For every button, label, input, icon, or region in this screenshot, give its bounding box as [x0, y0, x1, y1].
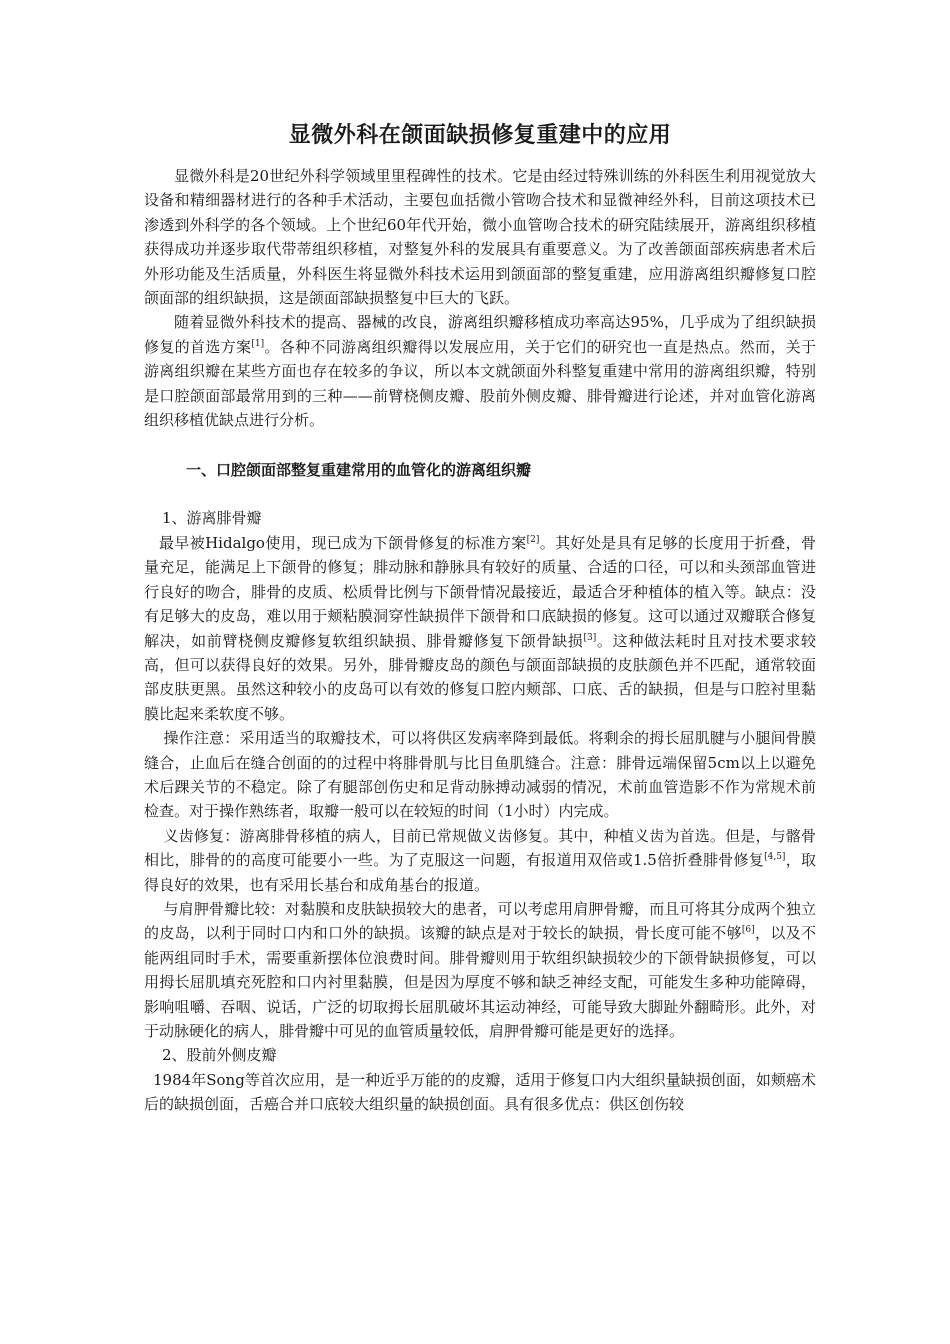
intro-paragraph-2 [144, 310, 816, 432]
fibula-paragraph-denture [144, 824, 816, 897]
section-heading-1: 一、口腔颌面部整复重建常用的血管化的游离组织瓣 [186, 461, 532, 480]
citation-ref-3: [3] [583, 632, 597, 643]
document-title: 显微外科在颌面缺损修复重建中的应用 [288, 122, 672, 148]
intro-paragraph-2-text-b: 。各种不同游离组织瓣得以发展应用，关于它们的研究也一直是热点。然而，关于游离组织瓣在某些方面也存在较多的争议，所以本文就颌面外科整复重建中常用的游离组织瓣，特别是口腔颌面部最常用到的三种——前臂桡侧皮瓣、股前外侧皮瓣、腓骨瓣进行论述，并对血管化游离组织移植优缺点进行分析。 [144, 337, 816, 430]
citation-ref-4-5: [4,5] [764, 852, 786, 863]
fibula-paragraph-1 [144, 531, 816, 726]
subsection-heading-fibula: 1、游离腓骨瓣 [162, 509, 262, 528]
subsection-heading-alt-flap: 2、股前外侧皮瓣 [162, 1046, 277, 1065]
fibula-paragraph-1-text-b: 。其好处是具有足够的长度用于折叠，骨量充足，能满足上下颌骨的修复；腓动脉和静脉具有较好的质量、合适的口径，可以和头颈部血管进行良好的吻合，腓骨的皮质、松质骨比例与下颌骨情况最接近，最适合牙种植体的植入等。缺点：没有足够大的皮岛，难以用于颊粘膜洞穿性缺损伴下颌骨和口底缺损的修复。这可以通过双瓣联合修复解决，如前臂桡侧皮瓣修复软组织缺损、腓骨瓣修复下颌骨缺损 [144, 533, 816, 650]
fibula-paragraph-denture-text-b: ，取得良好的效果，也有采用长基台和成角基台的报道。 [144, 851, 816, 894]
fibula-paragraph-scapula-text-b: ，以及不能两组同时手术，需要重新摆体位浪费时间。腓骨瓣则用于软组织缺损较少的下颌骨缺损修复，可以用拇长屈肌填充死腔和口内衬里黏膜，但是因为厚度不够和缺乏神经支配，可能发生多种功能障碍，影响咀嚼、吞咽、说话，广泛的切取拇长屈肌破坏其运动神经，可能导致大脚趾外翻畸形。此外，对于动脉硬化的病人，腓骨瓣中可见的血管质量较低，肩胛骨瓣可能是更好的选择。 [144, 924, 816, 1040]
fibula-paragraph-scapula-text-a: 与肩胛骨瓣比较：对黏膜和皮肤缺损较大的患者，可以考虑用肩胛骨瓣，而且可将其分成两个独立的皮岛，以利于同时口内和口外的缺损。该瓣的缺点是对于较长的缺损，骨长度可能不够 [144, 899, 816, 943]
fibula-paragraph-1-text-c: 。这种做法耗时且对技术要求较高，但可以获得良好的效果。另外，腓骨瓣皮岛的颜色与颌面部缺损的皮肤颜色并不匹配，通常较面部皮肤更黑。虽然这种较小的皮岛可以有效的修复口腔内颊部、口底、舌的缺损，但是与口腔衬里黏膜比起来柔软度不够。 [144, 631, 816, 723]
alt-flap-paragraph-1: 1984年Song等首次应用，是一种近乎万能的的皮瓣，适用于修复口内大组织量缺损创面，如颊癌术后的缺损创面，舌癌合并口底较大组织量的缺损创面。具有很多优点：供区创伤较 [144, 1070, 816, 1114]
fibula-paragraph-1-text-a: 最早被Hidalgo使用，现已成为下颌骨修复的标准方案 [159, 533, 527, 552]
citation-ref-1: [1] [251, 338, 265, 349]
fibula-paragraph-scapula-comparison [144, 897, 816, 1043]
intro-paragraph-2-text-a: 随着显微外科技术的提高、器械的改良，游离组织瓣移植成功率高达95%，几乎成为了组织缺损修复的首选方案 [144, 313, 816, 356]
fibula-paragraph-denture-text-a: 义齿修复：游离腓骨移植的病人，目前已常规做义齿修复。其中，种植义齿为首选。但是，与髂骨相比，腓骨的的高度可能要小一些。为了克服这一问题，有报道用双倍或1.5倍折叠腓骨修复 [144, 826, 816, 870]
fibula-paragraph-operation: 操作注意：采用适当的取瓣技术，可以将供区发病率降到最低。将剩余的拇长屈肌腱与小腿间骨膜缝合，止血后在缝合创面的的过程中将腓骨肌与比目鱼肌缝合。注意：腓骨远端保留5cm以上以避免术后踝关节的不稳定。除了有腿部创伤史和足背动脉搏动减弱的情况，术前血管造影不作为常规术前检查。对于操作熟练者，取瓣一般可以在较短的时间（1小时）内完成。 [144, 729, 816, 821]
citation-ref-6: [6] [741, 925, 755, 936]
intro-paragraph-1: 显微外科是20世纪外科学领域里里程碑性的技术。它是由经过特殊训练的外科医生利用视觉放大设备和精细器材进行的各种手术活动，主要包血括微小管吻合技术和显微神经外科，目前这项技术已渗透到外科学的各个领域。上个世纪60年代开始，微小血管吻合技术的研究陆续展开，游离组织移植获得成功并逐步取代带蒂组织移植，对整复外科的发展具有重要意义。为了改善颌面部疾病患者术后外形功能及生活质量，外科医生将显微外科技术运用到颌面部的整复重建，应用游离组织瓣修复口腔颌面部的组织缺损，这是颌面部缺损整复中巨大的飞跃。 [144, 167, 816, 308]
citation-ref-2: [2] [526, 534, 540, 545]
